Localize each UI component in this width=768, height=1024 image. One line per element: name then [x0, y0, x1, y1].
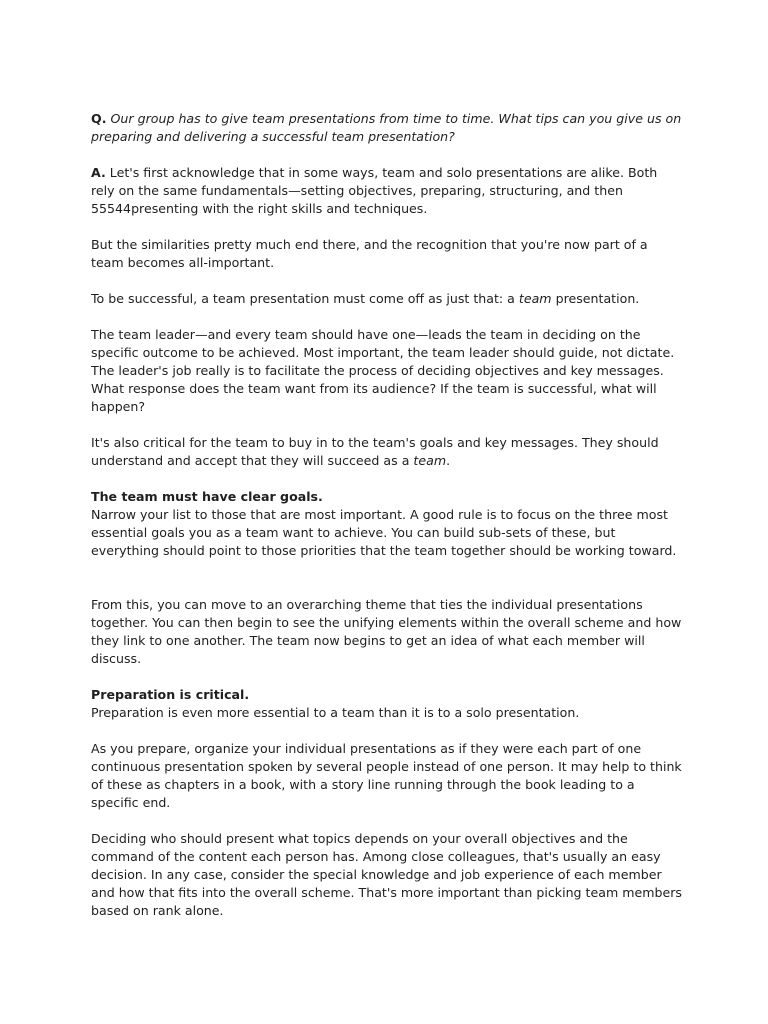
question-label: Q.: [91, 111, 107, 126]
question-paragraph: [91, 110, 682, 146]
successful-text-before: To be successful, a team presentation must come off as just that: a: [91, 291, 519, 306]
answer-paragraph: [91, 164, 682, 218]
buy-in-text-before: It's also critical for the team to buy in to the team's goals and key messages. They should understand and accept that they will succeed as a: [91, 435, 659, 468]
successful-text-after: presentation.: [551, 291, 640, 306]
theme-paragraph: From this, you can move to an overarching theme that ties the individual presentations together. You can then begin to see the unifying elements within the overall scheme and how they link to one another. The team now begins to get an idea of what each member will discuss.: [91, 597, 682, 666]
preparation-section: [91, 686, 682, 722]
buy-in-paragraph: [91, 434, 682, 470]
deciding-paragraph: Deciding who should present what topics depends on your overall objectives and the command of the content each person has. Among close colleagues, that's usually an easy decision. In any case, consider the special knowledge and job experience of each member and how that fits into the overall scheme. That's more important than picking team members based on rank alone.: [91, 831, 682, 918]
preparation-text: Preparation is even more essential to a team than it is to a solo presentation.: [91, 705, 580, 720]
question-text: Our group has to give team presentations from time to time. What tips can you give us on preparing and delivering a successful team presentation?: [91, 111, 682, 144]
successful-emphasis: team: [518, 291, 552, 306]
goals-text: Narrow your list to those that are most important. A good rule is to focus on the three most essential goals you as a team want to achieve. You can build sub-sets of these, but everything should point to those priorities that the team together should be working toward.: [91, 507, 677, 558]
preparation-heading: Preparation is critical.: [91, 687, 250, 702]
prepare-paragraph: As you prepare, organize your individual presentations as if they were each part of one continuous presentation spoken by several people instead of one person. It may help to think of these as chapters in a book, with a story line running through the book leading to a specific end.: [91, 741, 682, 810]
similarities-paragraph: But the similarities pretty much end there, and the recognition that you're now part of a team becomes all-important.: [91, 237, 648, 270]
goals-section: [91, 488, 682, 560]
goals-heading: The team must have clear goals.: [91, 489, 323, 504]
buy-in-text-after: .: [446, 453, 451, 468]
answer-text: Let's first acknowledge that in some ways, team and solo presentations are alike. Both rely on the same fundamentals—setting objectives, preparing, structuring, and then 55544presenting with the right skills and techniques.: [91, 165, 658, 216]
team-leader-paragraph: The team leader—and every team should have one—leads the team in deciding on the specific outcome to be achieved. Most important, the team leader should guide, not dictate. The leader's job really is to facilitate the process of deciding objectives and key messages. What response does the team want from its audience? If the team is successful, what will happen?: [91, 327, 675, 414]
answer-label: A.: [91, 165, 106, 180]
successful-paragraph: [91, 290, 682, 308]
buy-in-emphasis: team: [413, 453, 447, 468]
